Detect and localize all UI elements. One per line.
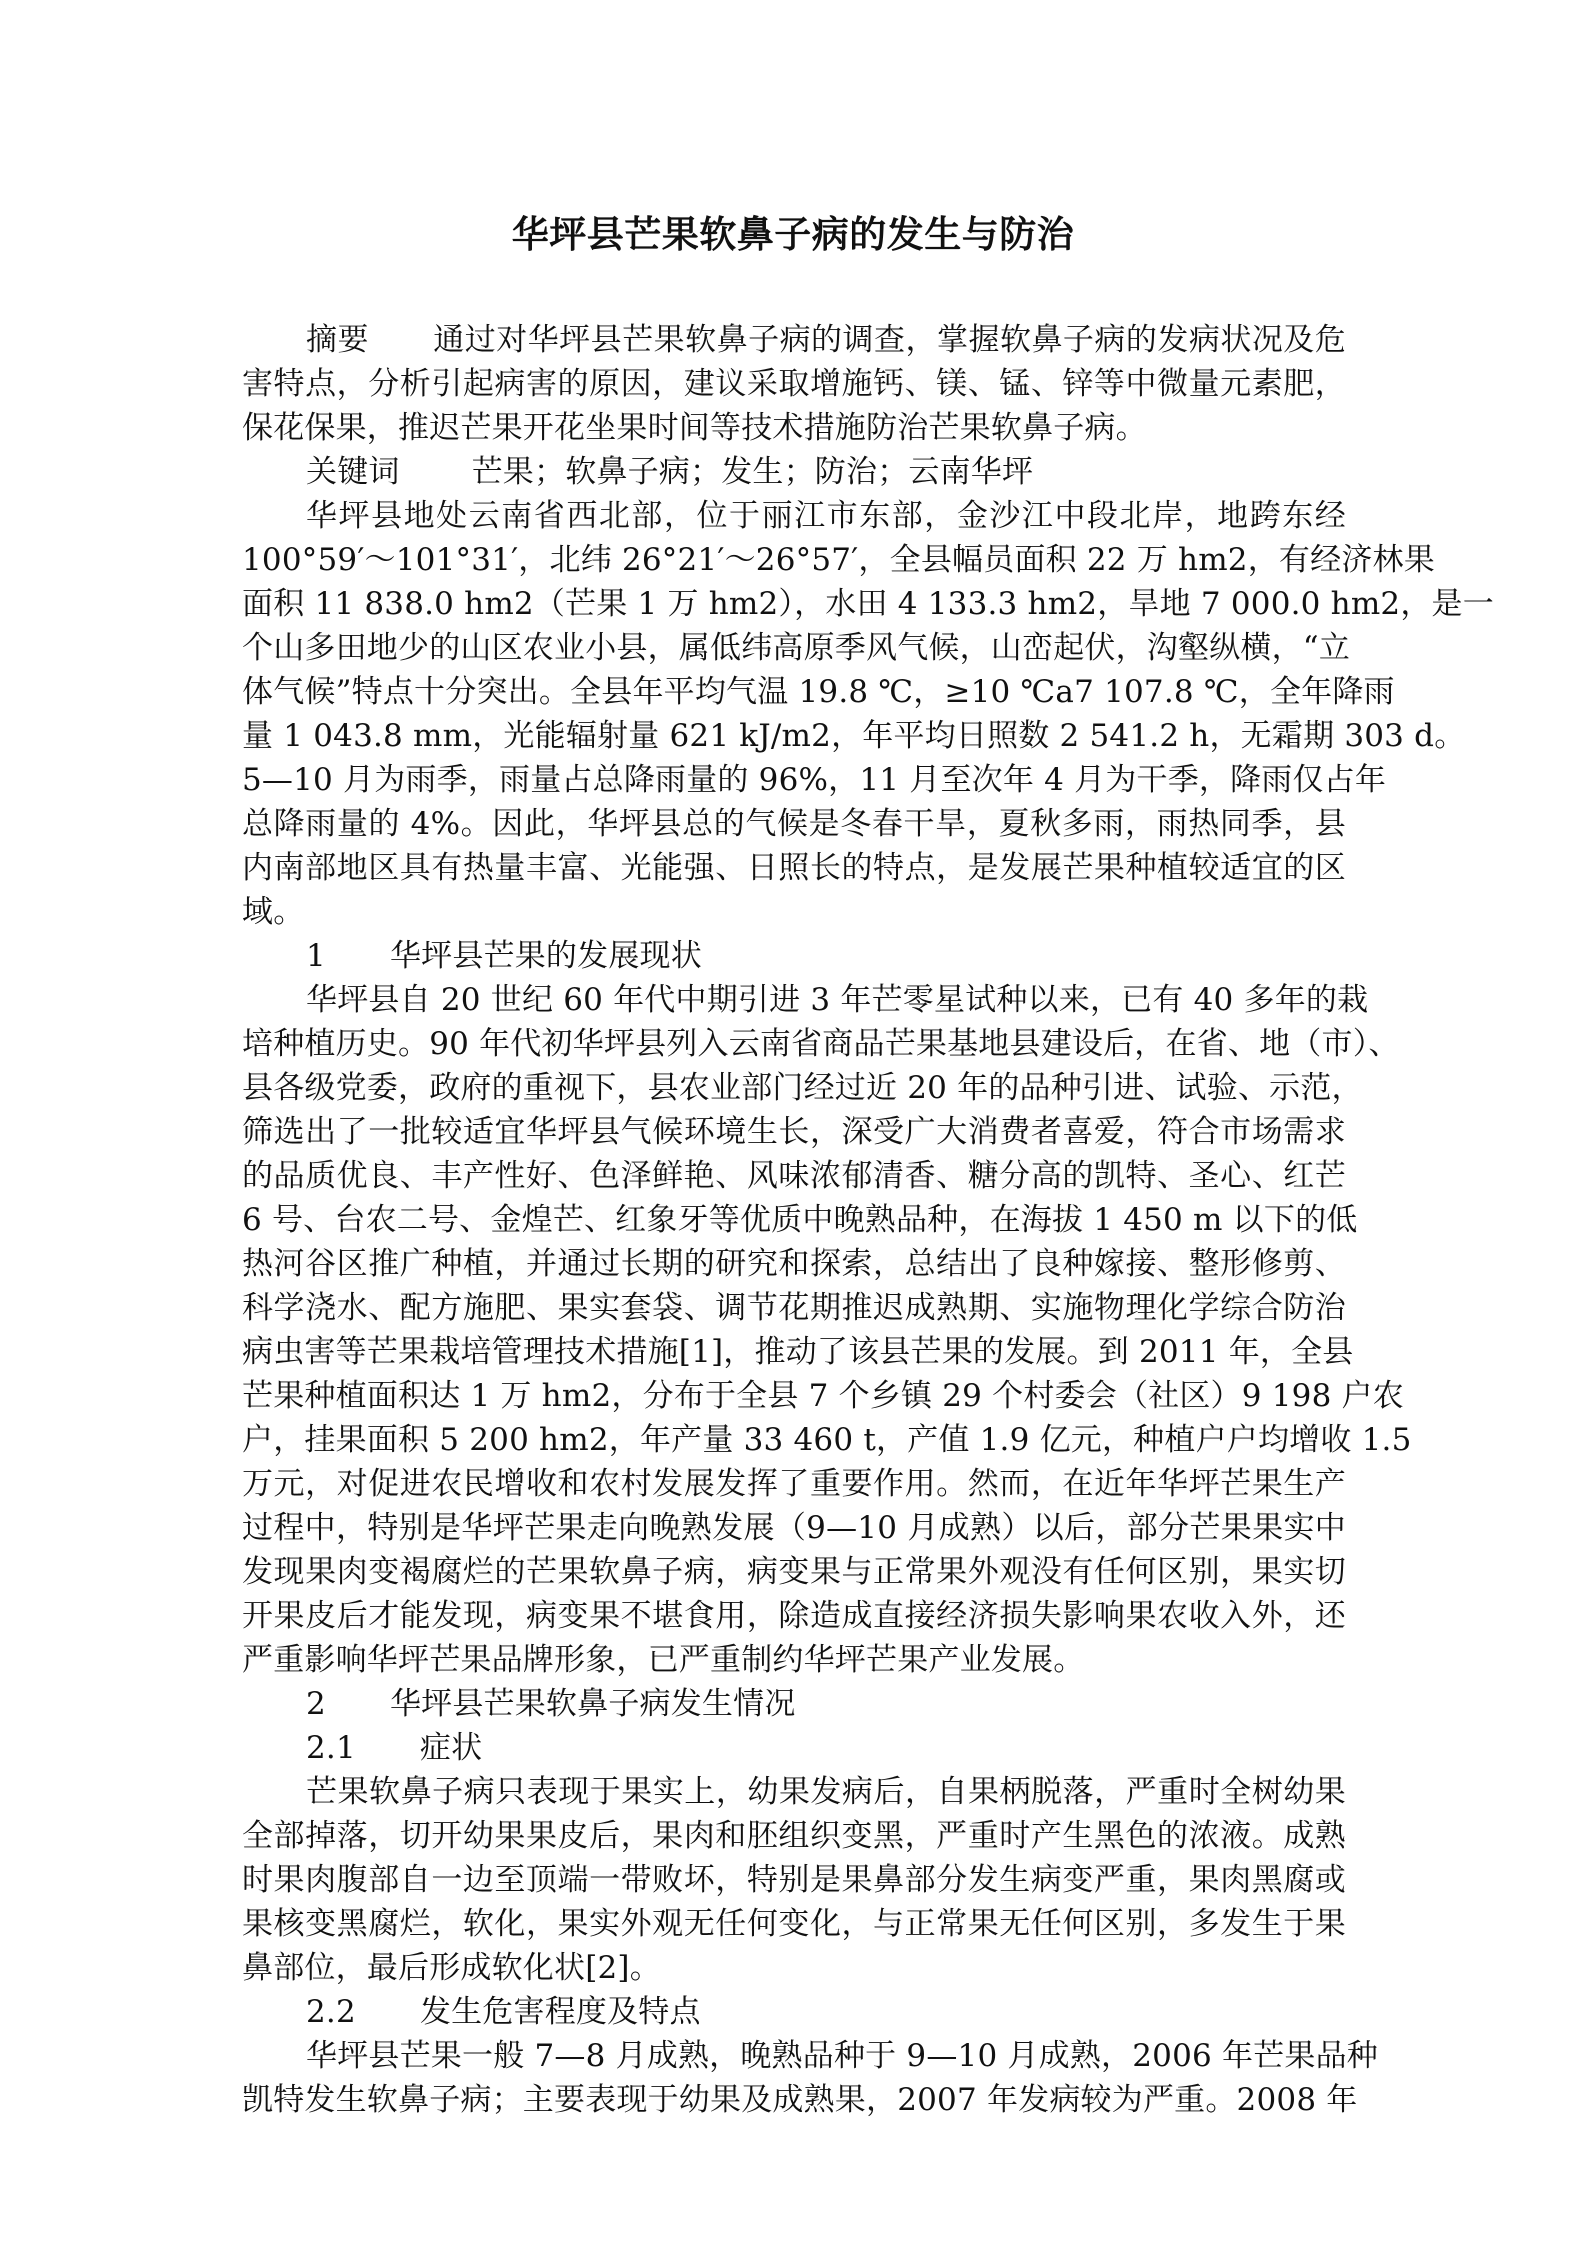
body-line: 培种植历史。90 年代初华坪县列入云南省商品芒果基地县建设后，在省、地（市）、 [242, 1026, 1400, 1062]
body-line: 域。 [242, 894, 305, 930]
body-line: 100°59′～101°31′，北纬 26°21′～26°57′，全县幅员面积 22 万 hm2，有经济林果 [242, 542, 1435, 578]
body-line: 万元，对促进农民增收和农村发展发挥了重要作用。然而，在近年华坪芒果生产 [242, 1466, 1346, 1502]
body-line: 华坪县地处云南省西北部，位于丽江市东部，金沙江中段北岸，地跨东经 [306, 498, 1346, 534]
body-line: 科学浇水、配方施肥、果实套袋、调节花期推迟成熟期、实施物理化学综合防治 [242, 1290, 1346, 1326]
abstract-text: 通过对华坪县芒果软鼻子病的调查，掌握软鼻子病的发病状况及危 [432, 322, 1346, 358]
body-line: 内南部地区具有热量丰富、光能强、日照长的特点，是发展芒果种植较适宜的区 [242, 850, 1346, 886]
abstract-line: 保花保果，推迟芒果开花坐果时间等技术措施防治芒果软鼻子病。 [242, 410, 1147, 446]
body-line: 鼻部位，最后形成软化状[2]。 [242, 1950, 661, 1986]
section-number: 1 [306, 938, 326, 974]
subsection-number: 2.2 [306, 1994, 356, 2030]
body-line: 开果皮后才能发现，病变果不堪食用，除造成直接经济损失影响果农收入外，还 [242, 1598, 1346, 1634]
body-line: 户，挂果面积 5 200 hm2，年产量 33 460 t，产值 1.9 亿元，种植户户均增收 1.5 [242, 1422, 1412, 1458]
body-line: 筛选出了一批较适宜华坪县气候环境生长，深受广大消费者喜爱，符合市场需求 [242, 1114, 1346, 1150]
body-line: 芒果软鼻子病只表现于果实上，幼果发病后，自果柄脱落，严重时全树幼果 [306, 1774, 1346, 1810]
section-heading [306, 934, 1346, 978]
keywords-line [306, 450, 1346, 494]
section-heading [306, 1682, 1346, 1726]
abstract-line [306, 318, 1346, 362]
body-line: 发现果肉变褐腐烂的芒果软鼻子病，病变果与正常果外观没有任何区别，果实切 [242, 1554, 1346, 1590]
body-line: 5—10 月为雨季，雨量占总降雨量的 96%，11 月至次年 4 月为干季，降雨仅占年 [242, 762, 1387, 798]
body-line: 的品质优良、丰产性好、色泽鲜艳、风味浓郁清香、糖分高的凯特、圣心、红芒 [242, 1158, 1346, 1194]
body-line: 热河谷区推广种植，并通过长期的研究和探索，总结出了良种嫁接、整形修剪、 [242, 1246, 1346, 1282]
subsection-title: 发生危害程度及特点 [419, 1994, 701, 2030]
subsection-number: 2.1 [306, 1730, 356, 1766]
body-line: 总降雨量的 4%。因此，华坪县总的气候是冬春干旱，夏秋多雨，雨热同季，县 [242, 806, 1346, 842]
body-line: 个山多田地少的山区农业小县，属低纬高原季风气候，山峦起伏，沟壑纵横，“立 [242, 630, 1351, 666]
section-number: 2 [306, 1686, 326, 1722]
body-line: 凯特发生软鼻子病；主要表现于幼果及成熟果，2007 年发病较为严重。2008 年 [242, 2082, 1358, 2118]
body-line: 县各级党委，政府的重视下，县农业部门经过近 20 年的品种引进、试验、示范， [242, 1070, 1363, 1106]
body-line: 时果肉腹部自一边至顶端一带败坏，特别是果鼻部分发生病变严重，果肉黑腐或 [242, 1862, 1346, 1898]
body-line: 体气候”特点十分突出。全县年平均气温 19.8 ℃，≥10 ℃a7 107.8 ℃，全年降雨 [242, 674, 1395, 710]
section-title: 华坪县芒果的发展现状 [389, 938, 702, 974]
subsection-heading [306, 1726, 1346, 1770]
keywords-text: 芒果；软鼻子病；发生；防治；云南华坪 [471, 454, 1034, 490]
body-line: 华坪县芒果一般 7—8 月成熟，晚熟品种于 9—10 月成熟，2006 年芒果品种 [306, 2038, 1378, 2074]
document-title: 华坪县芒果软鼻子病的发生与防治 [511, 212, 1075, 256]
body-line: 面积 11 838.0 hm2（芒果 1 万 hm2），水田 4 133.3 hm2，旱地 7 000.0 hm2，是一 [242, 586, 1494, 622]
body-line: 病虫害等芒果栽培管理技术措施[1]，推动了该县芒果的发展。到 2011 年，全县 [242, 1334, 1354, 1370]
body-line: 果核变黑腐烂，软化，果实外观无任何变化，与正常果无任何区别，多发生于果 [242, 1906, 1346, 1942]
body-line: 过程中，特别是华坪芒果走向晚熟发展（9—10 月成熟）以后，部分芒果果实中 [242, 1510, 1346, 1546]
subsection-title: 症状 [419, 1730, 483, 1766]
subsection-heading [306, 1990, 1346, 2034]
abstract-line: 害特点，分析引起病害的原因，建议采取增施钙、镁、锰、锌等中微量元素肥， [242, 366, 1346, 402]
body-line: 芒果种植面积达 1 万 hm2，分布于全县 7 个乡镇 29 个村委会（社区）9 198 户农 [242, 1378, 1404, 1414]
body-line: 全部掉落，切开幼果果皮后，果肉和胚组织变黑，严重时产生黑色的浓液。成熟 [242, 1818, 1346, 1854]
body-line: 量 1 043.8 mm，光能辐射量 621 kJ/m2，年平均日照数 2 541.2 h，无霜期 303 d。 [242, 718, 1466, 754]
body-line: 华坪县自 20 世纪 60 年代中期引进 3 年芒零星试种以来，已有 40 多年的栽 [306, 982, 1369, 1018]
section-title: 华坪县芒果软鼻子病发生情况 [389, 1686, 796, 1722]
body-line: 严重影响华坪芒果品牌形象，已严重制约华坪芒果产业发展。 [242, 1642, 1085, 1678]
abstract-label: 摘要 [306, 322, 369, 358]
keywords-label: 关键词 [306, 454, 400, 490]
body-line: 6 号、台农二号、金煌芒、红象牙等优质中晚熟品种，在海拔 1 450 m 以下的低 [242, 1202, 1358, 1238]
